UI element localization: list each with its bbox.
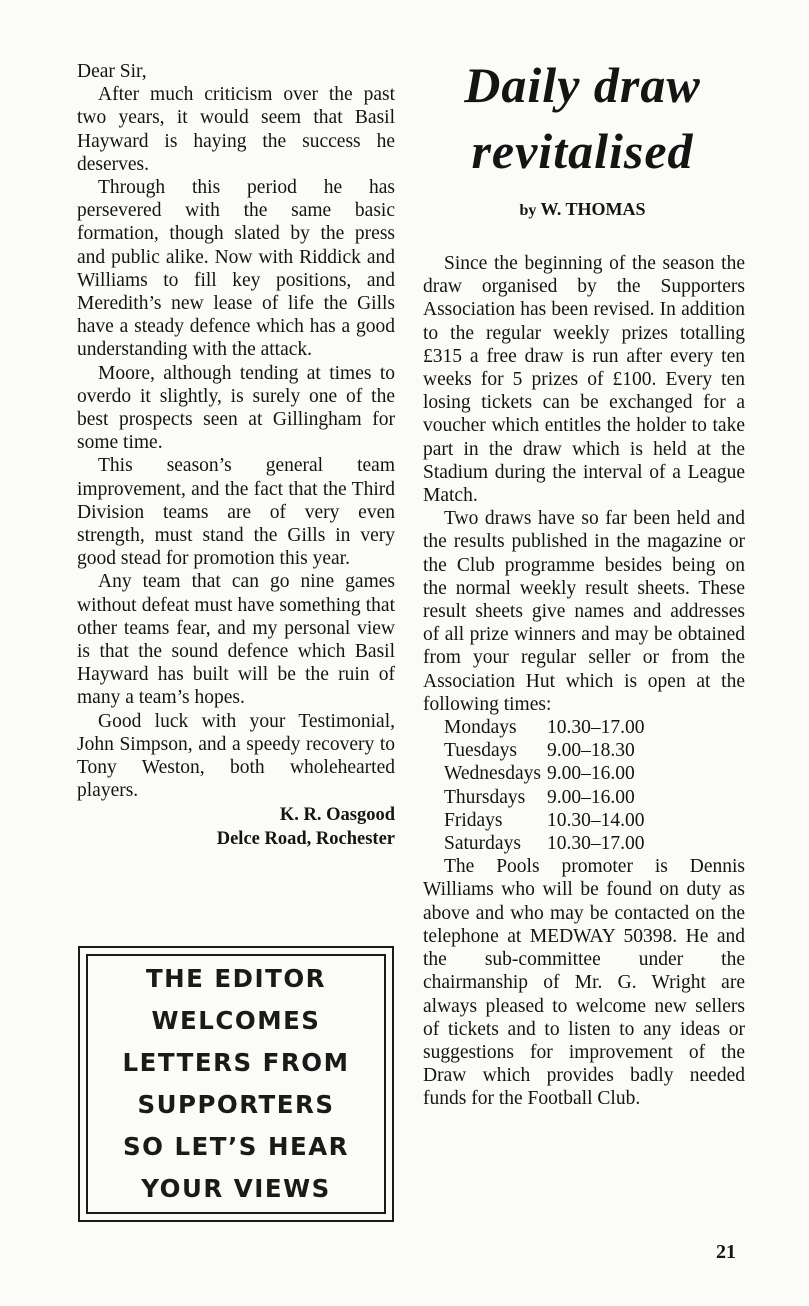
editor-notice-box <box>78 946 394 1222</box>
opening-day: Mondays <box>444 717 517 739</box>
opening-hours: 9.00–18.30 <box>547 740 635 762</box>
page-number: 21 <box>716 1241 736 1263</box>
opening-day: Saturdays <box>444 833 521 855</box>
article-paragraph: The Pools promoter is Dennis Williams who will be found on duty as above and who may be contacted on the telephone at MEDWAY 50398. He and the sub-committee under the chairmanship of Mr. G. Wright are always pleased to welcome new sellers of tickets and to listen to any ideas or suggestions for improvement of the Draw which provides badly needed funds for the Football Club. <box>423 856 745 1110</box>
editor-notice-line: SUPPORTERS <box>137 1090 335 1119</box>
letter-paragraph: Through this period he has persevered with the same basic formation, though slated by the press and public alike. Now with Riddick and Williams to fill key positions, and Meredith’s new lease of life the Gills have a steady defence which has a good understanding with the attack. <box>77 177 395 361</box>
editor-notice-line: LETTERS FROM <box>122 1048 350 1077</box>
opening-hours: 9.00–16.00 <box>547 763 635 785</box>
opening-day: Fridays <box>444 809 503 831</box>
editor-notice-line: YOUR VIEWS <box>141 1174 331 1203</box>
opening-hours: 10.30–17.00 <box>547 717 645 739</box>
editor-notice-line: THE EDITOR <box>145 964 327 993</box>
signature-address: Delce Road, Rochester <box>216 828 395 849</box>
opening-times-table <box>444 716 645 855</box>
byline-prefix: by <box>519 202 537 219</box>
letter-paragraph: This season’s general team improvement, and the fact that the Third Division teams are of very even strength, must stand the Gills in very good stead for promotion this year. <box>77 455 395 570</box>
editor-notice-line: SO LET’S HEAR <box>122 1132 350 1161</box>
letter-paragraph: Good luck with your Testimonial, John Simpson, and a speedy recovery to Tony Weston, both wholehearted players. <box>77 710 395 802</box>
byline-author: W. THOMAS <box>540 199 646 219</box>
letter-salutation: Dear Sir, <box>77 61 147 82</box>
headline-line-2: revitalised <box>471 123 694 179</box>
letter-column <box>77 60 395 851</box>
opening-day: Thursdays <box>444 786 526 808</box>
table-row <box>444 786 645 809</box>
editor-notice-inner-frame <box>86 954 386 1214</box>
opening-hours: 10.30–14.00 <box>547 809 645 831</box>
table-row <box>444 809 645 832</box>
signature-name: K. R. Oasgood <box>279 804 395 825</box>
byline <box>410 198 755 222</box>
table-row <box>444 716 645 739</box>
table-row <box>444 739 645 762</box>
opening-hours: 9.00–16.00 <box>547 786 635 808</box>
letter-paragraph: Any team that can go nine games without defeat must have something that other teams fear, and my personal view is that the sound defence which Basil Hayward has built will be the ruin of many a team’s hopes. <box>77 571 395 709</box>
opening-day: Wednesdays <box>444 763 541 785</box>
table-row <box>444 832 645 855</box>
opening-day: Tuesdays <box>444 740 517 762</box>
article-column <box>423 252 745 1111</box>
headline-line-1: Daily draw <box>464 57 701 113</box>
opening-hours: 10.30–17.00 <box>547 833 645 855</box>
article-headline <box>410 52 755 222</box>
letter-paragraph: Moore, although tending at times to overdo it slightly, is surely one of the best prospects seen at Gillingham for some time. <box>77 362 395 454</box>
editor-notice-line: WELCOMES <box>151 1006 321 1035</box>
letter-paragraph: After much criticism over the past two years, it would seem that Basil Hayward is haying the success he deserves. <box>77 84 395 175</box>
table-row <box>444 762 645 785</box>
article-paragraph: Since the beginning of the season the draw organised by the Supporters Association has been revised. In addition to the regular weekly prizes totalling £315 a free draw is run after every ten weeks for 5 prizes of £100. Every ten losing tickets can be exchanged for a voucher which entitles the holder to take part in the draw which is held at the Stadium during the interval of a League Match. <box>423 253 745 507</box>
article-paragraph: Two draws have so far been held and the results published in the magazine or the Club programme besides being on the normal weekly result sheets. These result sheets give names and addresses of all prize winners and may be obtained from your regular seller or from the Association Hut which is open at the following times: <box>423 508 745 715</box>
